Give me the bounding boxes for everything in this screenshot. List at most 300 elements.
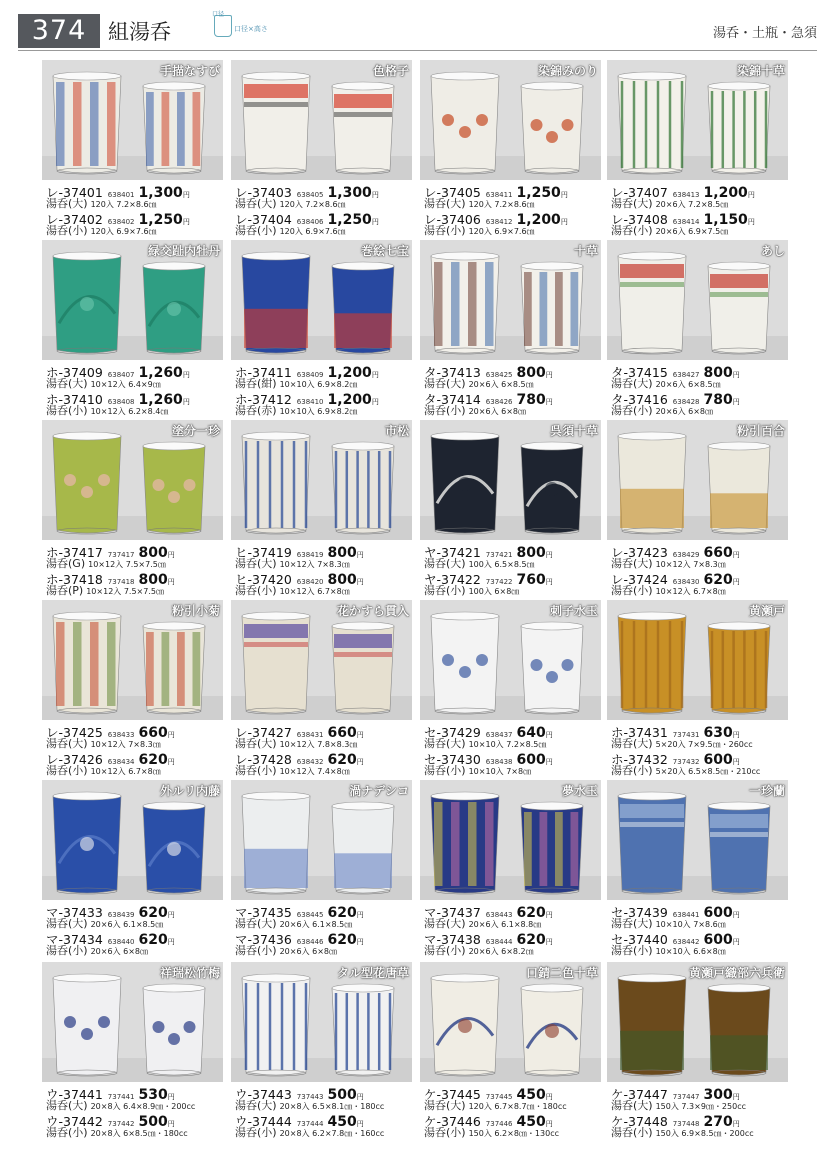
product-name: タル型花唐草 (336, 966, 409, 980)
product-spec-line (611, 402, 713, 417)
product-name: 黄瀬戸織部六兵衛 (688, 966, 785, 980)
price: 620 (327, 932, 357, 948)
item-number: 638438 (485, 758, 513, 766)
product-photo (607, 780, 788, 900)
price: 800 (516, 365, 546, 381)
product-code-line (611, 569, 740, 588)
product-cell (42, 962, 223, 1139)
yen-unit: 円 (545, 938, 553, 946)
product-spec-line (611, 762, 761, 777)
price: 620 (327, 905, 357, 921)
price: 800 (138, 545, 168, 561)
product-code: レ-37406 (424, 212, 481, 227)
product-code: タ-37416 (611, 392, 668, 407)
cup-size: 湯呑(小) (611, 944, 653, 957)
product-code-line (235, 749, 364, 768)
yen-unit: 円 (356, 551, 364, 559)
item-number: 638434 (107, 758, 135, 766)
cup-size: 湯呑(小) (46, 1126, 88, 1139)
product-cell (420, 600, 601, 777)
product-spec-line (46, 1097, 196, 1112)
product-spec-line (46, 222, 157, 237)
price: 530 (138, 1087, 168, 1103)
pack-and-dimensions: 10×12入 6.7×8㎝ (655, 587, 726, 596)
price: 800 (327, 572, 357, 588)
product-photo (420, 962, 601, 1082)
product-code-line (611, 1084, 740, 1103)
cup-size: 湯呑(小) (424, 764, 466, 777)
product-spec-line (611, 375, 721, 390)
product-code: ケ-37447 (611, 1087, 668, 1102)
item-number: 638411 (485, 191, 513, 199)
product-code-line (424, 902, 553, 921)
product-spec-line (611, 915, 726, 930)
item-number: 638433 (107, 731, 135, 739)
price: 620 (516, 905, 546, 921)
product-code-line (611, 209, 755, 228)
product-code-line (424, 749, 553, 768)
item-number: 638409 (296, 371, 324, 379)
product-code-line (46, 722, 175, 741)
yen-unit: 円 (747, 218, 755, 226)
pack-and-dimensions: 20×8入 6.2×7.8㎝・160cc (279, 1129, 385, 1138)
yen-unit: 円 (371, 371, 379, 379)
pack-and-dimensions: 10×12入 6.2×8.4㎝ (90, 407, 169, 416)
price: 1,250 (138, 212, 183, 228)
product-name: 夢水玉 (561, 784, 598, 798)
product-spec-line (424, 582, 520, 597)
cup-size: 湯呑(小) (611, 584, 653, 597)
item-number: 737443 (296, 1093, 324, 1101)
product-code: タ-37415 (611, 365, 668, 380)
product-code: ホ-37410 (46, 392, 103, 407)
product-code: マ-37437 (424, 905, 481, 920)
yen-unit: 円 (167, 578, 175, 586)
item-number: 638446 (296, 938, 324, 946)
product-code: レ-37408 (611, 212, 668, 227)
cup-size: 湯呑(小) (46, 404, 88, 417)
product-spec-line (611, 195, 729, 210)
product-code: セ-37440 (611, 932, 668, 947)
cup-size: 湯呑(小) (235, 764, 277, 777)
product-name: 粉引百合 (736, 424, 785, 438)
product-name: あし (760, 244, 785, 258)
price: 660 (703, 545, 733, 561)
product-code-line (611, 182, 755, 201)
product-code: レ-37428 (235, 752, 292, 767)
item-number: 638443 (485, 911, 513, 919)
product-cell (231, 60, 412, 237)
product-code-line (46, 749, 175, 768)
product-cell (231, 600, 412, 777)
product-code-line (611, 1111, 740, 1130)
product-name: 刺子水玉 (549, 604, 598, 618)
product-code-line (46, 389, 190, 408)
pack-and-dimensions: 20×6入 6×8.2㎝ (468, 947, 534, 956)
size-legend (212, 9, 312, 41)
product-code: レ-37407 (611, 185, 668, 200)
price: 600 (703, 932, 733, 948)
product-code-line (424, 722, 553, 741)
item-number: 638444 (485, 938, 513, 946)
price: 660 (138, 725, 168, 741)
product-code-line (235, 569, 364, 588)
item-number: 638406 (296, 218, 324, 226)
cup-size: 湯呑(赤) (235, 404, 277, 417)
product-name: 呉須十草 (549, 424, 598, 438)
price: 600 (703, 905, 733, 921)
cup-size: 湯呑(大) (424, 377, 466, 390)
product-code-line (46, 1084, 175, 1103)
yen-unit: 円 (356, 731, 364, 739)
product-photo (231, 962, 412, 1082)
yen-unit: 円 (545, 398, 553, 406)
price: 800 (327, 545, 357, 561)
product-code: マ-37436 (235, 932, 292, 947)
yen-unit: 円 (732, 938, 740, 946)
product-code: ウ-37444 (235, 1114, 292, 1129)
product-spec-line (235, 195, 346, 210)
item-number: 638442 (672, 938, 700, 946)
cup-size: 湯呑(大) (611, 917, 653, 930)
product-code: ホ-37431 (611, 725, 668, 740)
cup-size: 湯呑(大) (235, 1099, 277, 1112)
cup-size: 湯呑(小) (424, 224, 466, 237)
pack-and-dimensions: 20×8入 6×8.5㎝・180cc (90, 1129, 188, 1138)
product-spec-line (46, 402, 169, 417)
product-code: ホ-37411 (235, 365, 292, 380)
product-name: 十草 (573, 244, 598, 258)
product-photo (231, 60, 412, 180)
product-spec-line (611, 735, 753, 750)
product-code-line (424, 569, 553, 588)
yen-unit: 円 (356, 758, 364, 766)
pack-and-dimensions: 20×8入 6.5×8.1㎝・180cc (279, 1102, 385, 1111)
cup-size: 湯呑(小) (611, 764, 653, 777)
price: 630 (703, 725, 733, 741)
product-spec-line (235, 735, 358, 750)
pack-and-dimensions: 10×12入 7.5×7.5㎝ (88, 560, 166, 569)
product-spec-line (424, 555, 535, 570)
item-number: 638441 (672, 911, 700, 919)
product-photo (607, 600, 788, 720)
product-code: セ-37439 (611, 905, 668, 920)
product-cell (420, 60, 601, 237)
yen-unit: 円 (182, 371, 190, 379)
product-code-line (235, 542, 364, 561)
product-code-line (46, 569, 175, 588)
product-cell (607, 600, 788, 777)
price: 800 (703, 365, 733, 381)
cup-size: 湯呑(大) (235, 197, 277, 210)
price: 780 (516, 392, 546, 408)
yen-unit: 円 (545, 371, 553, 379)
price: 780 (703, 392, 733, 408)
item-number: 638425 (485, 371, 513, 379)
cup-size: 湯呑(大) (611, 377, 653, 390)
price: 760 (516, 572, 546, 588)
product-code-line (424, 182, 568, 201)
product-photo (420, 240, 601, 360)
product-spec-line (611, 1124, 754, 1139)
product-code: ヒ-37419 (235, 545, 292, 560)
product-spec-line (424, 402, 526, 417)
cup-size: 湯呑(大) (424, 1099, 466, 1112)
price: 450 (516, 1114, 546, 1130)
item-number: 737417 (107, 551, 135, 559)
product-photo (231, 600, 412, 720)
product-spec-line (235, 582, 350, 597)
pack-and-dimensions: 120入 7.2×8.6㎝ (468, 200, 535, 209)
product-code: セ-37430 (424, 752, 481, 767)
product-spec-line (424, 915, 542, 930)
product-code-line (235, 362, 379, 381)
yen-unit: 円 (182, 191, 190, 199)
price: 1,150 (703, 212, 748, 228)
pack-and-dimensions: 10×12入 7.8×8.3㎝ (279, 740, 358, 749)
item-number: 737431 (672, 731, 700, 739)
item-number: 638419 (296, 551, 324, 559)
product-cell (607, 962, 788, 1139)
yen-unit: 円 (356, 911, 364, 919)
cup-size: 湯呑(小) (46, 764, 88, 777)
product-code: ホ-37418 (46, 572, 103, 587)
product-spec-line (611, 555, 726, 570)
product-code-line (424, 1084, 553, 1103)
product-cell (420, 780, 601, 957)
price: 1,200 (327, 392, 372, 408)
yen-unit: 円 (167, 1093, 175, 1101)
product-spec-line (235, 942, 337, 957)
product-photo (607, 962, 788, 1082)
pack-and-dimensions: 20×6入 6.9×7.5㎝ (655, 227, 729, 236)
pack-and-dimensions: 150入 6.2×8㎝・130cc (468, 1129, 559, 1138)
product-code: マ-37435 (235, 905, 292, 920)
price: 620 (138, 905, 168, 921)
cup-size: 湯呑(大) (46, 1099, 88, 1112)
product-photo (42, 240, 223, 360)
product-spec-line (235, 375, 358, 390)
yen-unit: 円 (545, 551, 553, 559)
product-code: レ-37405 (424, 185, 481, 200)
product-cell (42, 420, 223, 597)
product-spec-line (235, 762, 350, 777)
item-number: 638426 (485, 398, 513, 406)
pack-and-dimensions: 10×10入 7×8㎝ (468, 767, 532, 776)
item-number: 638420 (296, 578, 324, 586)
item-number: 638430 (672, 578, 700, 586)
price: 1,250 (516, 185, 561, 201)
cup-size: 湯呑(大) (424, 557, 466, 570)
price: 1,200 (327, 365, 372, 381)
pack-and-dimensions: 20×6入 6.1×8.8㎝ (468, 920, 542, 929)
pack-and-dimensions: 100入 6×8㎝ (468, 587, 520, 596)
cup-size: 湯呑(大) (611, 197, 653, 210)
yen-unit: 円 (167, 758, 175, 766)
product-name: 花かすら貫入 (336, 604, 409, 618)
yen-unit: 円 (182, 218, 190, 226)
product-spec-line (235, 1097, 385, 1112)
product-spec-line (46, 915, 164, 930)
product-spec-line (235, 402, 358, 417)
product-photo (42, 600, 223, 720)
price: 1,300 (327, 185, 372, 201)
pack-and-dimensions: 10×12入 7×8.3㎝ (279, 560, 350, 569)
product-photo (42, 420, 223, 540)
cup-size: 湯呑(大) (424, 917, 466, 930)
item-number: 638407 (107, 371, 135, 379)
price: 620 (516, 932, 546, 948)
pack-and-dimensions: 150入 7.3×9㎝・250cc (655, 1102, 746, 1111)
yen-unit: 円 (747, 191, 755, 199)
price: 620 (327, 752, 357, 768)
product-photo (420, 60, 601, 180)
pack-and-dimensions: 20×6入 6.1×8.5㎝ (279, 920, 353, 929)
item-number: 737421 (485, 551, 513, 559)
item-number: 737448 (672, 1120, 700, 1128)
product-code-line (424, 542, 553, 561)
yen-unit: 円 (545, 911, 553, 919)
product-code-line (235, 182, 379, 201)
item-number: 638437 (485, 731, 513, 739)
product-code: ホ-37412 (235, 392, 292, 407)
cup-size: 湯呑(紺) (235, 377, 277, 390)
product-code-line (235, 902, 364, 921)
product-name: 外ルリ内藤 (159, 784, 220, 798)
product-spec-line (235, 1124, 385, 1139)
product-code-line (235, 1084, 364, 1103)
product-photo (42, 962, 223, 1082)
product-spec-line (46, 375, 161, 390)
product-spec-line (46, 1124, 188, 1139)
pack-and-dimensions: 20×6入 6×8.5㎝ (468, 380, 534, 389)
product-code-line (424, 1111, 553, 1130)
yen-unit: 円 (545, 578, 553, 586)
item-number: 638405 (296, 191, 324, 199)
price: 1,300 (138, 185, 183, 201)
product-code: ケ-37446 (424, 1114, 481, 1129)
legend-small-label: 口径 (212, 11, 225, 18)
price: 1,200 (516, 212, 561, 228)
product-name: 色格子 (372, 64, 409, 78)
yen-unit: 円 (732, 371, 740, 379)
cup-size: 湯呑(小) (235, 584, 277, 597)
yen-unit: 円 (732, 758, 740, 766)
item-number: 638410 (296, 398, 324, 406)
product-name: 祥瑞松竹梅 (159, 966, 220, 980)
product-name: 口錆二色十草 (525, 966, 598, 980)
cup-size: 湯呑(小) (424, 404, 466, 417)
product-code: ケ-37445 (424, 1087, 481, 1102)
product-code: ヒ-37420 (235, 572, 292, 587)
cup-size: 湯呑(小) (46, 224, 88, 237)
product-spec-line (424, 1097, 567, 1112)
product-cell (231, 240, 412, 417)
product-spec-line (424, 735, 547, 750)
yen-unit: 円 (356, 1093, 364, 1101)
product-code-line (235, 722, 364, 741)
product-code: レ-37402 (46, 212, 103, 227)
page-number: 374 (18, 14, 100, 48)
yen-unit: 円 (560, 218, 568, 226)
product-code: レ-37423 (611, 545, 668, 560)
product-spec-line (46, 942, 148, 957)
product-code-line (46, 929, 175, 948)
product-photo (420, 420, 601, 540)
cup-size: 湯呑(大) (235, 737, 277, 750)
product-spec-line (46, 195, 157, 210)
price: 1,200 (703, 185, 748, 201)
item-number: 737432 (672, 758, 700, 766)
product-code-line (424, 929, 553, 948)
cup-size: 湯呑(大) (235, 557, 277, 570)
product-code-line (46, 902, 175, 921)
product-cell (420, 420, 601, 597)
cup-size: 湯呑(小) (235, 944, 277, 957)
product-cell (607, 420, 788, 597)
price: 600 (516, 752, 546, 768)
item-number: 737422 (485, 578, 513, 586)
product-spec-line (424, 942, 534, 957)
yen-unit: 円 (356, 938, 364, 946)
pack-and-dimensions: 10×10入 6.9×8.2㎝ (279, 380, 358, 389)
product-name: 黄瀬戸 (748, 604, 785, 618)
price: 500 (138, 1114, 168, 1130)
item-number: 638402 (107, 218, 135, 226)
item-number: 638445 (296, 911, 324, 919)
legend-label: 口径×高さ (234, 25, 268, 33)
price: 660 (327, 725, 357, 741)
product-code: タ-37414 (424, 392, 481, 407)
yen-unit: 円 (167, 731, 175, 739)
yen-unit: 円 (732, 911, 740, 919)
product-code-line (611, 902, 740, 921)
yen-unit: 円 (371, 398, 379, 406)
pack-and-dimensions: 10×12入 7×8.3㎝ (90, 740, 161, 749)
price: 640 (516, 725, 546, 741)
pack-and-dimensions: 120入 6.9×7.6㎝ (90, 227, 157, 236)
product-code: ケ-37448 (611, 1114, 668, 1129)
price: 620 (138, 752, 168, 768)
pack-and-dimensions: 100入 6.5×8.5㎝ (468, 560, 535, 569)
pack-and-dimensions: 20×6入 6×8.5㎝ (655, 380, 721, 389)
page-title: 組湯呑 (108, 20, 171, 44)
pack-and-dimensions: 120入 7.2×8.6㎝ (279, 200, 346, 209)
product-code: タ-37413 (424, 365, 481, 380)
price: 450 (516, 1087, 546, 1103)
pack-and-dimensions: 10×12入 7.5×7.5㎝ (86, 587, 164, 596)
product-code: レ-37427 (235, 725, 292, 740)
cup-size: 湯呑(G) (46, 557, 86, 570)
product-cell (231, 962, 412, 1139)
product-name: 染錦みのり (537, 64, 598, 78)
product-spec-line (611, 582, 726, 597)
cup-dimension-icon (214, 15, 232, 37)
yen-unit: 円 (545, 1120, 553, 1128)
cup-size: 湯呑(大) (235, 917, 277, 930)
pack-and-dimensions: 10×12入 6.7×8㎝ (90, 767, 161, 776)
product-spec-line (424, 1124, 559, 1139)
pack-and-dimensions: 120入 6.7×8.7㎝・180cc (468, 1102, 567, 1111)
pack-and-dimensions: 20×6入 6×8㎝ (90, 947, 148, 956)
cup-size: 湯呑(大) (46, 917, 88, 930)
product-name: 染錦十草 (736, 64, 785, 78)
product-photo (420, 780, 601, 900)
product-code-line (46, 542, 175, 561)
product-cell (607, 240, 788, 417)
pack-and-dimensions: 10×12入 7.4×8㎝ (279, 767, 350, 776)
product-code: レ-37401 (46, 185, 103, 200)
